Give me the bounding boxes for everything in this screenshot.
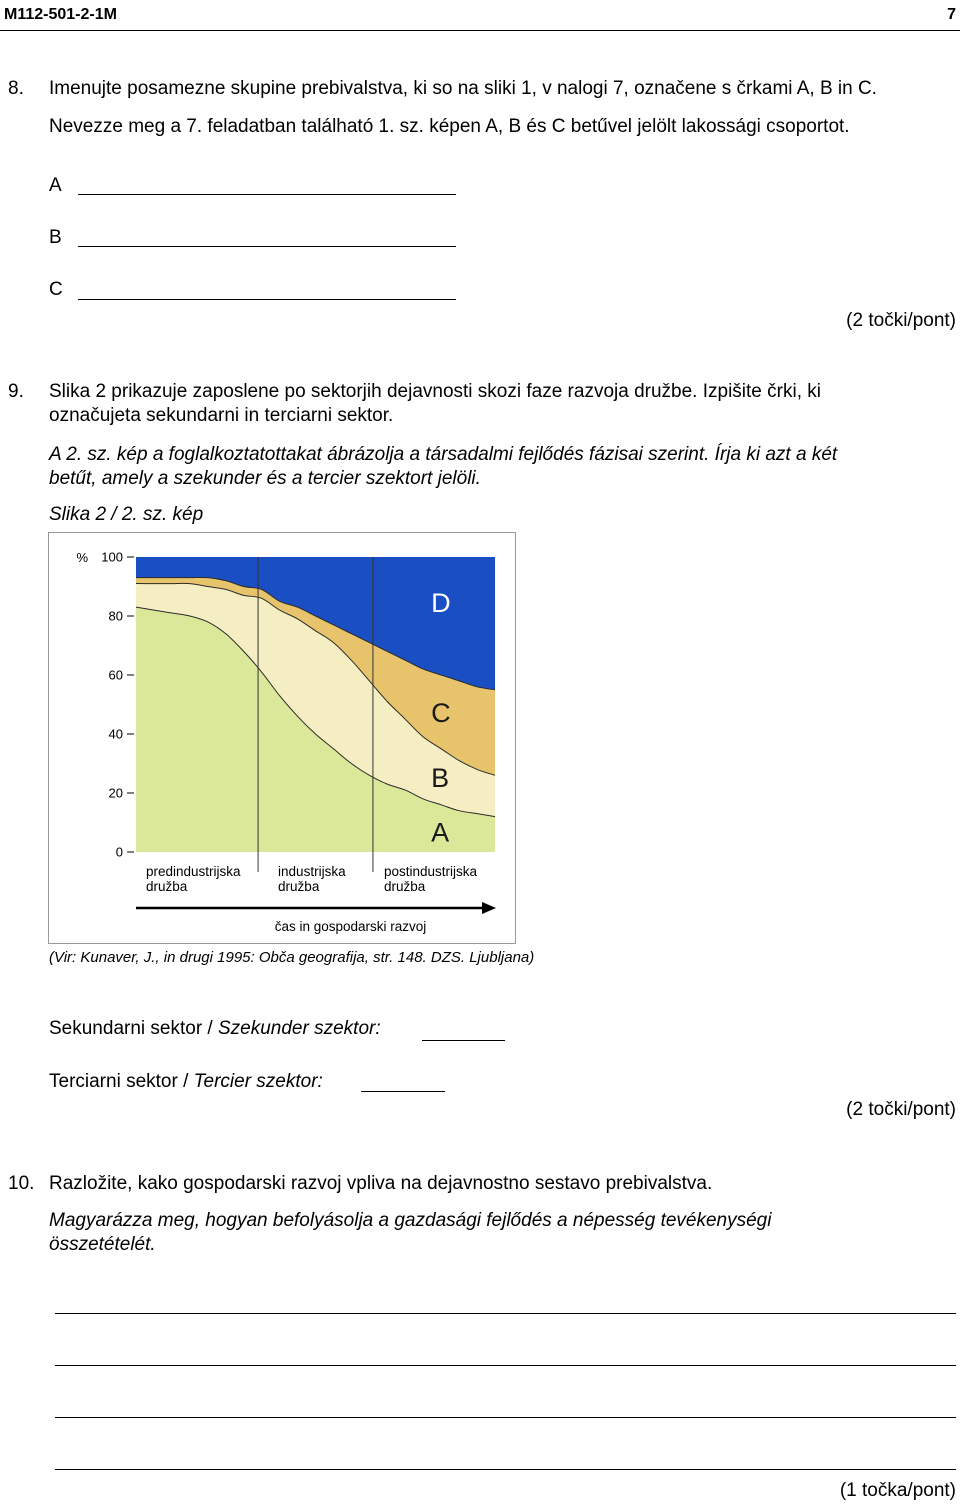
q8-number: 8. <box>8 78 24 99</box>
y-tick-label-80: 80 <box>108 608 123 624</box>
q8-answer-line-b[interactable] <box>78 246 456 247</box>
q9-number: 9. <box>8 381 24 402</box>
q10-answer-line-4[interactable] <box>55 1469 956 1470</box>
page-number: 7 <box>947 6 956 23</box>
figure-source: (Vir: Kunaver, J., in drugi 1995: Obča geografija, str. 148. DZS. Ljubljana) <box>49 949 535 966</box>
y-tick-label-0: 0 <box>115 844 123 860</box>
y-tick-label-40: 40 <box>108 726 123 742</box>
q8-points: (2 točki/pont) <box>846 310 956 331</box>
q8-answer-label-c: C <box>49 279 63 300</box>
secondary-label-sl: Sekundarni sektor / <box>49 1018 218 1039</box>
q8-text-sl: Imenujte posamezne skupine prebivalstva, ki so na sliki 1, v nalogi 7, označene s črkami A, B in C. <box>49 78 877 99</box>
q9-text-sl-1: Slika 2 prikazuje zaposlene po sektorjih dejavnosti skozi faze razvoja družbe. Izpišite črki, ki <box>49 381 821 402</box>
q10-points: (1 točka/pont) <box>839 1480 956 1501</box>
series-label-a: A <box>431 817 450 848</box>
stage-label-2: industrijska družba <box>278 864 346 894</box>
q8-answer-label-a: A <box>49 175 62 196</box>
secondary-sector-label <box>49 1017 381 1041</box>
y-tick-label-100: 100 <box>101 549 123 565</box>
q9-text-sl-2: označujeta sekundarni in terciarni sektor. <box>49 405 394 426</box>
y-tick-label-60: 60 <box>108 667 123 683</box>
series-label-b: B <box>431 762 450 793</box>
x-axis-label: čas in gospodarski razvoj <box>274 919 427 934</box>
q9-points: (2 točki/pont) <box>846 1099 956 1120</box>
tertiary-label-sl: Terciarni sektor / <box>49 1071 194 1092</box>
stage-label-1: predindustrijska družba <box>146 864 241 894</box>
q10-number: 10. <box>8 1173 35 1194</box>
q8-answer-line-a[interactable] <box>78 194 456 195</box>
secondary-label-hu: Szekunder szektor: <box>217 1018 381 1039</box>
exam-code: M112-501-2-1M <box>4 6 117 23</box>
q10-answer-line-3[interactable] <box>55 1417 956 1418</box>
q10-text-hu-2: összetételét. <box>49 1234 156 1255</box>
tertiary-sector-label <box>49 1070 323 1094</box>
q10-answer-line-2[interactable] <box>55 1365 956 1366</box>
q8-answer-line-c[interactable] <box>78 299 456 300</box>
y-unit-label: % <box>76 550 88 565</box>
q9-text-hu-2: betűt, amely a szekunder és a tercier szektort jelöli. <box>49 468 481 489</box>
y-tick-label-20: 20 <box>108 785 123 801</box>
tertiary-sector-answer-line[interactable] <box>361 1091 445 1092</box>
q8-text-hu: Nevezze meg a 7. feladatban található 1. sz. képen A, B és C betűvel jelölt lakossági csoportot. <box>49 116 850 137</box>
employment-sector-chart <box>49 533 515 943</box>
series-label-c: C <box>431 697 451 728</box>
q9-text-hu-1: A 2. sz. kép a foglalkoztatottakat ábrázolja a társadalmi fejlődés fázisai szerint. Írja ki azt a két <box>49 444 838 465</box>
stage-label-3: postindustrijska družba <box>383 864 477 894</box>
tertiary-label-hu: Tercier szektor: <box>193 1071 323 1092</box>
figure-caption: Slika 2 / 2. sz. kép <box>49 504 204 525</box>
secondary-sector-answer-line[interactable] <box>422 1040 505 1041</box>
q8-answer-label-b: B <box>49 227 62 248</box>
series-label-d: D <box>431 587 451 618</box>
q10-text-sl: Razložite, kako gospodarski razvoj vpliva na dejavnostno sestavo prebivalstva. <box>49 1173 713 1194</box>
figure-frame <box>48 532 516 944</box>
q10-answer-line-1[interactable] <box>55 1313 956 1314</box>
header-rule <box>0 30 960 31</box>
q10-text-hu-1: Magyarázza meg, hogyan befolyásolja a gazdasági fejlődés a népesség tevékenységi <box>49 1210 772 1231</box>
time-arrow-head <box>482 902 496 914</box>
